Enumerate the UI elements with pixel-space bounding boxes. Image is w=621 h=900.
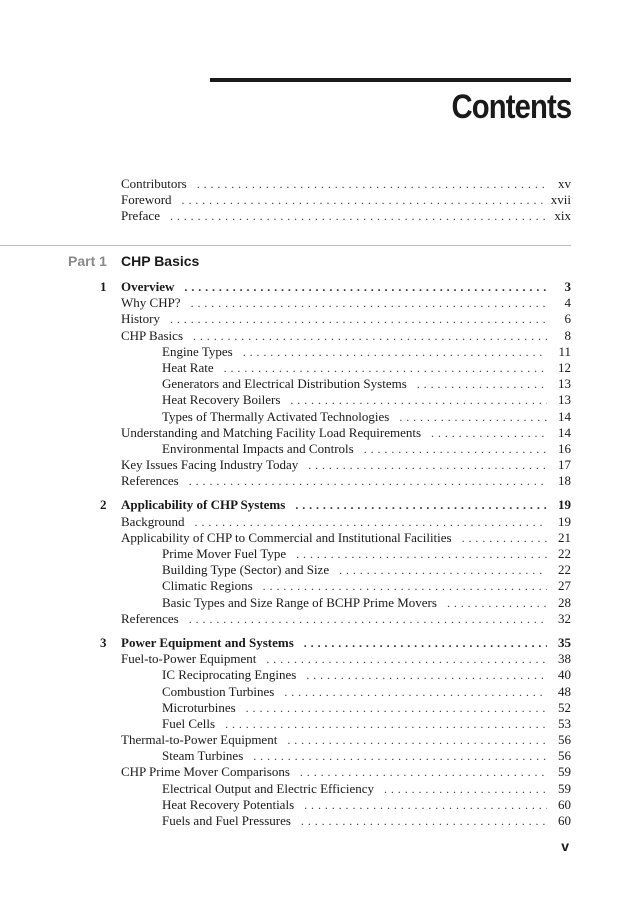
section-entry[interactable]	[121, 611, 571, 627]
chapter-gap	[121, 627, 571, 635]
dot-leader	[399, 409, 547, 425]
dot-leader	[339, 562, 547, 578]
front-matter-entry-page: xix	[554, 208, 571, 224]
chapter-entry[interactable]	[100, 279, 571, 295]
chapter-entry[interactable]	[100, 634, 571, 651]
front-matter-entry-label: Preface	[121, 208, 160, 224]
subsection-entry-label: Types of Thermally Activated Technologies	[162, 408, 390, 424]
part-title: CHP Basics	[121, 253, 200, 269]
section-entry-label: Applicability of CHP to Commercial and Institutional Facilities	[121, 529, 452, 545]
front-matter-entry-page: xvii	[550, 192, 571, 208]
part-label: Part 1	[68, 253, 107, 269]
subsection-entry-page: 52	[558, 699, 571, 715]
subsection-entry-page: 13	[558, 376, 571, 392]
section-entry-label: References	[121, 473, 179, 489]
subsection-entry-page: 59	[558, 780, 571, 796]
dot-leader	[224, 360, 547, 376]
chapter-entry-label: Overview	[121, 279, 175, 294]
dot-leader	[182, 192, 545, 208]
chapter-number: 1	[100, 279, 107, 294]
subsection-entry-label: Heat Recovery Boilers	[162, 392, 281, 408]
dot-leader	[431, 425, 547, 441]
section-entry-label: Fuel-to-Power Equipment	[121, 651, 257, 667]
top-rule	[210, 78, 571, 82]
section-entry-label: Key Issues Facing Industry Today	[121, 457, 299, 473]
dot-leader	[306, 667, 547, 683]
section-entry-label: Thermal-to-Power Equipment	[121, 732, 278, 748]
chapter-gap	[121, 489, 571, 497]
front-matter-entry-page: xv	[558, 176, 571, 191]
subsection-entry-page: 11	[558, 343, 571, 359]
section-entry[interactable]	[121, 457, 571, 473]
subsection-entry-label: Basic Types and Size Range of BCHP Prime Movers	[162, 594, 437, 610]
dot-leader	[301, 813, 547, 829]
dot-leader	[364, 441, 547, 457]
section-entry[interactable]	[121, 651, 571, 667]
subsection-entry-label: Fuel Cells	[162, 715, 216, 731]
dot-leader	[184, 279, 547, 295]
dot-leader	[253, 748, 547, 764]
front-matter-list	[121, 176, 571, 225]
section-entry[interactable]	[121, 311, 571, 327]
dot-leader	[295, 497, 547, 513]
subsection-entry-label: Electrical Output and Electric Efficiency	[162, 780, 374, 796]
section-entry[interactable]	[121, 514, 571, 530]
dot-leader	[284, 684, 547, 700]
subsection-entry[interactable]	[121, 360, 571, 376]
section-entry-page: 18	[558, 473, 571, 489]
section-entry-label: CHP Prime Mover Comparisons	[121, 764, 290, 780]
subsection-entry-label: Combustion Turbines	[162, 683, 275, 699]
dot-leader	[246, 700, 547, 716]
subsection-entry-label: Steam Turbines	[162, 748, 244, 764]
front-matter-entry-label: Contributors	[121, 176, 187, 191]
chapter-entry-page: 3	[564, 279, 571, 294]
section-entry-page: 4	[564, 295, 571, 311]
section-entry[interactable]	[121, 295, 571, 311]
section-entry-page: 6	[564, 311, 571, 327]
subsection-entry[interactable]	[121, 409, 571, 425]
chapter-entry-label: Power Equipment and Systems	[121, 634, 294, 650]
front-matter-entry-label: Foreword	[121, 192, 172, 208]
subsection-entry-label: IC Reciprocating Engines	[162, 667, 297, 683]
section-entry-label: References	[121, 610, 179, 626]
section-entry-page: 19	[558, 513, 571, 529]
dot-leader	[197, 176, 547, 192]
subsection-entry[interactable]	[121, 376, 571, 392]
section-entry-label: Background	[121, 513, 185, 529]
chapter-entry-page: 35	[558, 634, 571, 650]
subsection-entry[interactable]	[121, 392, 571, 408]
subsection-entry[interactable]	[121, 595, 571, 611]
subsection-entry-label: Heat Recovery Potentials	[162, 796, 295, 812]
chapter-entry[interactable]	[100, 497, 571, 513]
subsection-entry-label: Prime Mover Fuel Type	[162, 546, 287, 561]
section-entry[interactable]	[121, 425, 571, 441]
subsection-entry[interactable]	[121, 546, 571, 562]
dot-leader	[417, 376, 547, 392]
dot-leader	[243, 344, 547, 360]
section-entry-page: 21	[558, 529, 571, 545]
chapter-list	[100, 279, 571, 829]
dot-leader	[308, 457, 547, 473]
subsection-entry[interactable]	[121, 781, 571, 797]
section-entry[interactable]	[121, 328, 571, 344]
section-entry-page: 14	[558, 424, 571, 440]
subsection-entry-label: Environmental Impacts and Controls	[162, 440, 354, 456]
section-entry[interactable]	[121, 764, 571, 780]
dot-leader	[189, 473, 547, 489]
chapter-entry-page: 19	[558, 497, 571, 513]
section-entry[interactable]	[121, 732, 571, 748]
dot-leader	[195, 514, 547, 530]
section-entry-page: 32	[558, 610, 571, 626]
subsection-entry[interactable]	[121, 441, 571, 457]
dot-leader	[304, 635, 547, 651]
section-entry-label: Why CHP?	[121, 295, 181, 311]
dot-leader	[462, 530, 547, 546]
section-entry-label: CHP Basics	[121, 327, 183, 343]
front-matter-entry[interactable]	[121, 208, 571, 224]
subsection-entry[interactable]	[121, 684, 571, 700]
subsection-entry-label: Climatic Regions	[162, 578, 253, 594]
subsection-entry-page: 14	[558, 408, 571, 424]
subsection-entry-page: 48	[558, 683, 571, 699]
section-entry-page: 59	[558, 764, 571, 780]
subsection-entry[interactable]	[121, 667, 571, 683]
section-entry[interactable]	[121, 530, 571, 546]
dot-leader	[263, 578, 547, 594]
subsection-entry[interactable]	[121, 578, 571, 594]
dot-leader	[300, 764, 547, 780]
subsection-entry-label: Engine Types	[162, 343, 233, 359]
dot-leader	[266, 651, 547, 667]
dot-leader	[189, 611, 547, 627]
dot-leader	[193, 328, 547, 344]
dot-leader	[170, 311, 547, 327]
dot-leader	[384, 781, 547, 797]
subsection-entry-label: Microturbines	[162, 699, 236, 715]
page-number: v	[561, 838, 569, 854]
dot-leader	[290, 392, 547, 408]
section-entry[interactable]	[121, 473, 571, 489]
subsection-entry[interactable]	[121, 716, 571, 732]
subsection-entry-label: Heat Rate	[162, 359, 214, 375]
subsection-entry[interactable]	[121, 562, 571, 578]
subsection-entry-page: 22	[558, 546, 571, 561]
dot-leader	[170, 208, 547, 224]
subsection-entry-page: 22	[558, 562, 571, 578]
section-entry-label: Understanding and Matching Facility Load Requirements	[121, 424, 422, 440]
subsection-entry-page: 56	[558, 748, 571, 764]
subsection-entry-page: 40	[558, 667, 571, 683]
subsection-entry-page: 53	[558, 715, 571, 731]
subsection-entry-label: Generators and Electrical Distribution Systems	[162, 376, 407, 392]
dot-leader	[296, 546, 547, 562]
subsection-entry-page: 16	[558, 440, 571, 456]
page-title: Contents	[451, 88, 571, 126]
dot-leader	[447, 595, 547, 611]
subsection-entry-page: 60	[558, 796, 571, 812]
section-entry-page: 56	[558, 732, 571, 748]
front-matter-entry[interactable]	[121, 176, 571, 192]
subsection-entry[interactable]	[121, 797, 571, 813]
subsection-entry-page: 28	[558, 594, 571, 610]
front-matter-entry[interactable]	[121, 192, 571, 208]
subsection-entry[interactable]	[121, 813, 571, 829]
subsection-entry[interactable]	[121, 344, 571, 360]
chapter-entry-label: Applicability of CHP Systems	[121, 497, 286, 513]
subsection-entry-page: 13	[558, 392, 571, 408]
section-entry-label: History	[121, 311, 160, 327]
dot-leader	[287, 732, 547, 748]
dot-leader	[225, 716, 547, 732]
subsection-entry[interactable]	[121, 748, 571, 764]
subsection-entry-label: Fuels and Fuel Pressures	[162, 813, 291, 828]
subsection-entry-page: 12	[558, 359, 571, 375]
dot-leader	[191, 295, 547, 311]
subsection-entry-label: Building Type (Sector) and Size	[162, 562, 330, 578]
dot-leader	[304, 797, 547, 813]
subsection-entry-page: 60	[558, 813, 571, 828]
section-entry-page: 38	[558, 651, 571, 667]
chapter-number: 2	[100, 497, 107, 513]
chapter-number: 3	[100, 634, 107, 650]
part-divider	[0, 245, 571, 246]
section-entry-page: 17	[558, 457, 571, 473]
subsection-entry[interactable]	[121, 700, 571, 716]
subsection-entry-page: 27	[558, 578, 571, 594]
section-entry-page: 8	[564, 327, 571, 343]
